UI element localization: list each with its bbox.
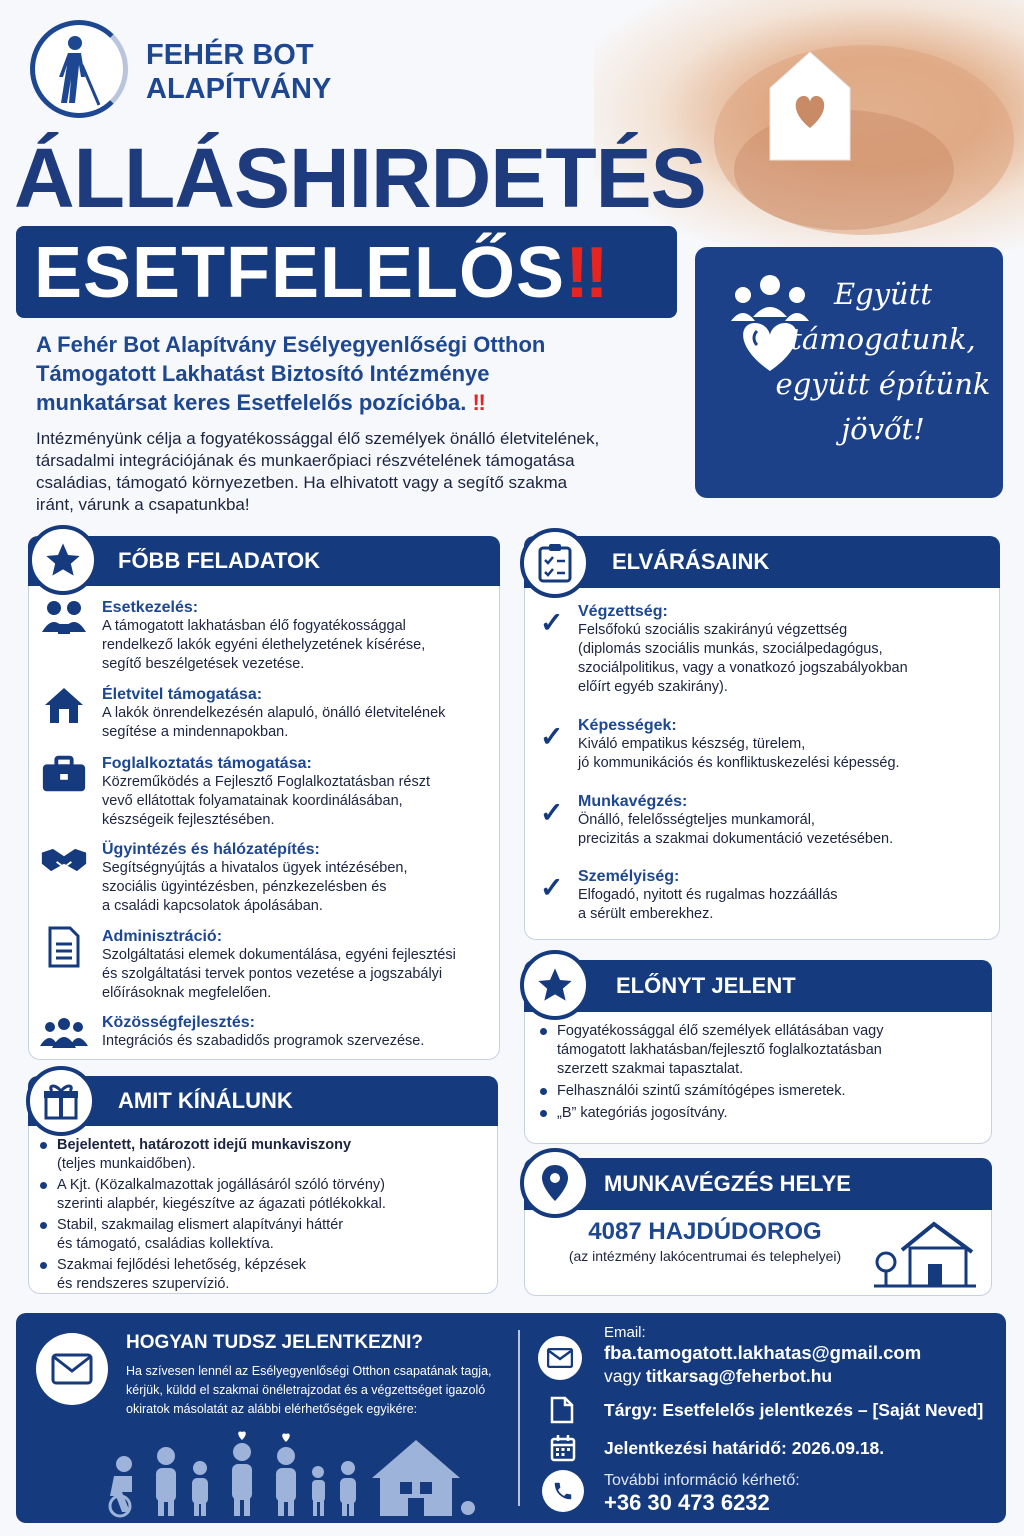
advantage-list — [540, 1022, 980, 1123]
apply-instruction-line: okiratok másolatát az alábbi elérhetőségek egyikére: — [126, 1402, 418, 1416]
task-desc: Szolgáltatási elemek dokumentálása, egyéni fejlesztési — [102, 947, 456, 963]
requirement-item — [540, 716, 990, 782]
task-desc: Integrációs és szabadidős programok szervezése. — [102, 1033, 425, 1049]
tasks-header — [28, 536, 500, 586]
task-desc: segítő beszélgetések vezetése. — [102, 656, 305, 672]
star-badge — [28, 525, 98, 595]
offer-item — [40, 1176, 490, 1214]
blind-person-icon — [35, 25, 123, 113]
task-title: Közösségfejlesztés: — [102, 1014, 255, 1031]
slogan-line: együtt építünk — [775, 367, 991, 401]
offer-item — [40, 1216, 490, 1254]
intro-body-line: társadalmi integrációjának és munkaerőpiaci részvételének támogatása — [36, 451, 575, 470]
envelope-badge — [36, 1333, 108, 1405]
offer-text: és rendszeres szupervízió. — [57, 1276, 230, 1292]
requirement-desc: Kiváló empatikus készség, türelem, — [578, 736, 806, 752]
intro-body — [36, 428, 676, 516]
clipboard-checklist-icon — [537, 543, 573, 583]
phone-label: További információ kérhető: — [604, 1472, 800, 1489]
phone-badge — [542, 1470, 584, 1512]
envelope-icon — [547, 1348, 573, 1368]
location-badge — [520, 1148, 590, 1218]
position-title — [34, 230, 610, 316]
task-desc: a családi kapcsolatok ápolásában. — [102, 898, 323, 914]
advantage-item — [540, 1022, 980, 1079]
advantage-text: Felhasználói szintű számítógépes ismeretek. — [557, 1083, 846, 1099]
email-or-label: vagy — [604, 1366, 641, 1386]
advantage-text: „B” kategóriás jogosítvány. — [557, 1105, 728, 1121]
apply-heading: HOGYAN TUDSZ JELENTKEZNI? — [126, 1332, 423, 1353]
position-name: ESETFELELŐS — [34, 233, 566, 313]
requirement-item — [540, 792, 990, 858]
phone-number[interactable]: +36 30 473 6232 — [604, 1490, 770, 1515]
task-desc: A lakók önrendelkezésén alapuló, önálló életvitelének — [102, 705, 446, 721]
intro-body-line: Intézményünk célja a fogyatékossággal élő személyek önálló életvitelének, — [36, 429, 600, 448]
envelope-icon — [51, 1353, 93, 1385]
intro-heading-line: Támogatott Lakhatást Biztosító Intézménye — [36, 361, 490, 386]
checkmark-icon: ✓ — [540, 872, 564, 903]
offer-list — [40, 1136, 490, 1294]
community-icon — [40, 1013, 88, 1053]
gift-icon — [42, 1082, 80, 1120]
email-subject: Tárgy: Esetfelelős jelentkezés – [Saját Neved] — [604, 1400, 984, 1420]
task-desc: vevő ellátottak folyamatainak koordinálásában, — [102, 793, 403, 809]
requirement-item — [540, 602, 990, 702]
phone-icon — [552, 1480, 574, 1502]
requirement-title: Munkavégzés: — [578, 793, 688, 810]
org-name — [146, 38, 331, 106]
task-desc: készségeik fejlesztésében. — [102, 812, 275, 828]
org-name-line2: ALAPÍTVÁNY — [146, 73, 332, 105]
task-desc: szociális ügyintézésben, pénzkezelésben és — [102, 879, 387, 895]
offer-text: Stabil, szakmailag elismert alapítványi háttér — [57, 1217, 344, 1233]
advantage-text: szerzett szakmai tapasztalat. — [557, 1061, 744, 1077]
email-label: Email: — [604, 1324, 646, 1341]
task-desc: A támogatott lakhatásban élő fogyatékossággal — [102, 618, 406, 634]
logo — [30, 20, 128, 118]
intro-heading — [36, 330, 666, 417]
task-title: Ügyintézés és hálózatépítés: — [102, 841, 320, 858]
apply-instruction-line: kérjük, küldd el szakmai önéletrajzodat és a végzettséget igazoló — [126, 1383, 486, 1397]
intro-body-line: iránt, várunk a csapatunkba! — [36, 495, 250, 514]
requirement-item — [540, 867, 990, 933]
slogan-line: Együtt — [833, 277, 933, 311]
requirement-title: Végzettség: — [578, 603, 668, 620]
house-tree-icon — [872, 1220, 978, 1290]
star-icon — [43, 540, 83, 580]
location-city: 4087 HAJDÚDOROG — [588, 1218, 822, 1245]
task-title: Életvitel támogatása: — [102, 686, 263, 703]
document-icon — [40, 927, 88, 967]
location-header — [524, 1158, 992, 1210]
email-alt-line — [604, 1366, 832, 1387]
document-icon — [550, 1396, 574, 1424]
advantage-text: Fogyatékossággal élő személyek ellátásában vagy — [557, 1023, 884, 1039]
offer-text: Bejelentett, határozott idejű munkaviszony — [57, 1137, 352, 1153]
family-community-illustration — [96, 1426, 486, 1518]
requirement-title: Képességek: — [578, 717, 677, 734]
offer-text: szerinti alapbér, kiegészítve az ágazati pótlékokkal. — [57, 1196, 386, 1212]
alert-mark: ‼ — [565, 233, 610, 313]
checkmark-icon: ✓ — [540, 607, 564, 638]
task-title: Adminisztráció: — [102, 928, 223, 945]
task-desc: Segítségnyújtás a hivatalos ügyek intézésében, — [102, 860, 408, 876]
task-desc: segítése a mindennapokban. — [102, 724, 289, 740]
briefcase-icon — [40, 754, 88, 794]
tasks-header-label: FŐBB FELADATOK — [118, 548, 321, 573]
task-desc: és szolgáltatási tervek pontos vezetése a jogszabályi — [102, 966, 443, 982]
requirement-desc: Elfogadó, nyitott és rugalmas hozzáállás — [578, 887, 838, 903]
offer-header — [28, 1076, 498, 1126]
page-title: ÁLLÁSHIRDETÉS — [14, 131, 706, 225]
advantage-text: támogatott lakhatásban/fejlesztő foglalkoztatásban — [557, 1042, 882, 1058]
slogan-text — [772, 272, 994, 452]
application-deadline: Jelentkezési határidő: 2026.09.18. — [604, 1438, 885, 1458]
offer-text: (teljes munkaidőben). — [57, 1156, 196, 1172]
task-title: Foglalkoztatás támogatása: — [102, 755, 312, 772]
slogan-line: jövőt! — [841, 412, 925, 446]
email-badge — [538, 1336, 582, 1380]
location-note: (az intézmény lakócentrumai és telephelyei) — [568, 1248, 842, 1264]
offer-item — [40, 1256, 490, 1294]
gift-badge — [26, 1066, 96, 1136]
star-icon — [535, 965, 575, 1005]
map-pin-icon — [540, 1163, 570, 1203]
task-desc: Közreműködés a Fejlesztő Foglalkoztatásban részt — [102, 774, 431, 790]
task-title: Esetkezelés: — [102, 599, 199, 616]
requirement-desc: (diplomás szociális munkás, szociálpedagógus, — [578, 641, 883, 657]
checkmark-icon: ✓ — [540, 721, 564, 752]
requirement-desc: Felsőfokú szociális szakirányú végzettség — [578, 622, 848, 638]
advantage-item — [540, 1082, 980, 1101]
requirement-desc: előírt egyéb szakirány). — [578, 679, 728, 695]
org-name-line1: FEHÉR BOT — [146, 39, 314, 71]
advantage-header-label: ELŐNYT JELENT — [616, 973, 796, 998]
offer-item — [40, 1136, 490, 1174]
consultation-icon — [40, 598, 88, 638]
offer-text: Szakmai fejlődési lehetőség, képzések — [57, 1257, 307, 1273]
email-link-secondary[interactable]: titkarsag@feherbot.hu — [645, 1366, 833, 1386]
apply-instruction-line: Ha szívesen lennél az Esélyegyenlőségi Otthon csapatának tagja, — [126, 1364, 492, 1378]
calendar-icon — [550, 1434, 576, 1462]
advantage-header — [524, 960, 992, 1012]
requirement-desc: szociálpolitikus, vagy a vonatkozó jogszabályokban — [578, 660, 908, 676]
advantage-item — [540, 1104, 980, 1123]
location-text — [540, 1216, 870, 1264]
checklist-badge — [520, 528, 590, 598]
home-icon — [40, 685, 88, 725]
checkmark-icon: ✓ — [540, 797, 564, 828]
requirement-desc: Önálló, felelősségteljes munkamorál, — [578, 812, 815, 828]
requirements-header — [524, 536, 1000, 588]
requirement-desc: jó kommunikációs és konfliktuskezelési képesség. — [578, 755, 900, 771]
intro-heading-line: A Fehér Bot Alapítvány Esélyegyenlőségi Otthon — [36, 332, 546, 357]
divider — [518, 1330, 520, 1506]
offer-text: A Kjt. (Közalkalmazottak jogállásáról szóló törvény) — [57, 1177, 386, 1193]
apply-instructions — [126, 1362, 516, 1419]
requirement-title: Személyiség: — [578, 868, 680, 885]
offer-header-label: AMIT KÍNÁLUNK — [118, 1088, 293, 1113]
handshake-icon — [40, 840, 88, 880]
requirement-desc: a sérült emberekhez. — [578, 906, 714, 922]
offer-text: és támogató, családias kollektíva. — [57, 1236, 274, 1252]
slogan-line: támogatunk, — [790, 322, 976, 356]
task-desc: rendelkező lakók egyéni élethelyzetének kísérése, — [102, 637, 426, 653]
location-header-label: MUNKAVÉGZÉS HELYE — [604, 1171, 851, 1196]
requirements-header-label: ELVÁRÁSAINK — [612, 549, 770, 574]
email-link-primary[interactable]: fba.tamogatott.lakhatas@gmail.com — [604, 1342, 922, 1363]
requirement-desc: precizitás a szakmai dokumentáció vezetésében. — [578, 831, 894, 847]
alert-mark: ‼ — [472, 390, 486, 415]
star-badge — [520, 950, 590, 1020]
intro-body-line: családias, támogató környezetben. Ha elhivatott vagy a segítő szakma — [36, 473, 568, 492]
task-desc: előírásoknak megfelelően. — [102, 985, 272, 1001]
intro-heading-line: munkatársat keres Esetfelelős pozícióba. — [36, 390, 467, 415]
